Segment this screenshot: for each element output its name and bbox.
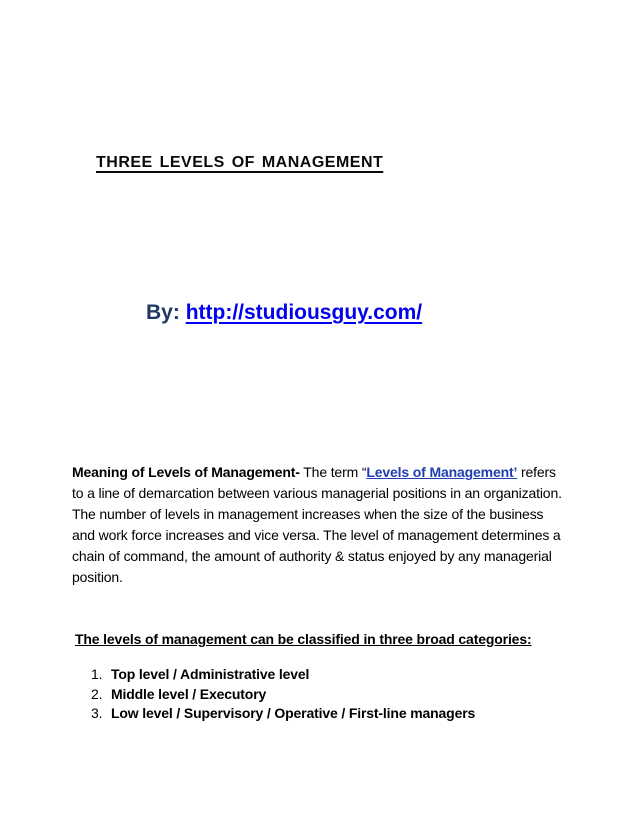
list-item-number: 3. xyxy=(91,705,103,721)
byline-link[interactable]: http://studiousguy.com/ xyxy=(185,301,423,324)
list-item-text: Low level / Supervisory / Operative / First-line managers xyxy=(111,705,476,721)
list-item xyxy=(91,685,475,705)
intro-text-before-term: The term “ xyxy=(299,464,367,480)
byline-label: By: xyxy=(146,301,180,324)
byline xyxy=(146,301,422,325)
list-item xyxy=(91,704,475,724)
levels-of-management-link[interactable]: Levels of Management’ xyxy=(366,464,518,480)
list-item-number: 2. xyxy=(91,685,103,702)
list-item-text: Middle level / Executory xyxy=(111,685,267,702)
categories-heading: The levels of management can be classified in three broad categories: xyxy=(75,631,532,647)
levels-list xyxy=(91,665,475,724)
intro-paragraph xyxy=(72,462,568,588)
list-item xyxy=(91,665,475,685)
intro-lead: Meaning of Levels of Management- xyxy=(72,464,300,480)
list-item-number: 1. xyxy=(91,666,103,682)
list-item-text: Top level / Administrative level xyxy=(111,666,310,682)
intro-text-after-term: refers to a line of demarcation between various managerial positions in an organization. The number of levels in management increases when the size of the business and work force increases and vice versa. The level of management determines a chain of command, the amount of authority & status enjoyed by any managerial position. xyxy=(72,464,562,585)
document-title: three levels of management xyxy=(96,146,384,172)
